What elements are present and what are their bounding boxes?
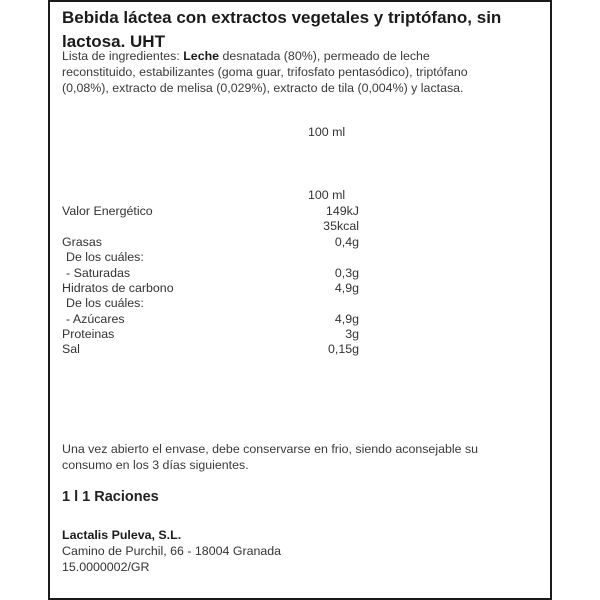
nutrition-value-energy-kcal: 35kcal <box>323 219 359 233</box>
nutrition-value-protein: 3g <box>345 327 359 341</box>
company-address: Camino de Purchil, 66 - 18004 Granada <box>62 544 282 558</box>
ingredients-line-2: reconstituido, estabilizantes (goma guar, trifosfato pentasódico), triptófano <box>62 65 468 79</box>
nutrition-label-saturated: - Saturadas <box>66 266 131 280</box>
nutrition-header-top: 100 ml <box>308 125 346 139</box>
nutrition-label-sugars: - Azúcares <box>66 312 125 326</box>
company-name: Lactalis Puleva, S.L. <box>62 528 182 542</box>
nutrition-label-of-which-fat: De los cuáles: <box>66 250 144 264</box>
portions-info: 1 l 1 Raciones <box>62 489 159 505</box>
nutrition-value-saturated: 0,3g <box>334 266 359 280</box>
nutrition-value-carbohydrates: 4,9g <box>334 281 359 295</box>
ingredients-prefix: Lista de ingredientes: <box>62 49 184 63</box>
nutrition-header-column: 100 ml <box>308 188 346 202</box>
nutrition-label-salt: Sal <box>62 342 80 356</box>
company-registry: 15.0000002/GR <box>62 560 150 574</box>
nutrition-value-fat: 0,4g <box>334 235 359 249</box>
storage-note-line-2: consumo en los 3 días siguientes. <box>62 458 249 472</box>
nutrition-label-fat: Grasas <box>62 235 102 249</box>
ingredients-line-3: (0,08%), extracto de melisa (0,029%), extracto de tila (0,004%) y lactasa. <box>62 81 464 95</box>
ingredients-line-1 <box>62 48 430 64</box>
nutrition-value-salt: 0,15g <box>327 342 359 356</box>
ingredients-line-1-rest: desnatada (80%), permeado de leche <box>219 49 430 63</box>
nutrition-label-protein: Proteinas <box>62 327 115 341</box>
nutrition-label-energy: Valor Energético <box>62 204 153 218</box>
storage-note-line-1: Una vez abierto el envase, debe conservarse en frio, siendo aconsejable su <box>62 442 479 456</box>
nutrition-label-carbohydrates: Hidratos de carbono <box>62 281 174 295</box>
nutrition-value-sugars: 4,9g <box>334 312 359 326</box>
product-title-line-2: lactosa. UHT <box>62 32 165 51</box>
ingredients-bold-word: Leche <box>183 49 220 63</box>
nutrition-label-of-which-carbs: De los cuáles: <box>66 296 144 310</box>
nutrition-value-energy-kj: 149kJ <box>325 204 359 218</box>
product-label-card <box>48 0 552 600</box>
product-title-line-1: Bebida láctea con extractos vegetales y triptófano, sin <box>62 8 502 27</box>
